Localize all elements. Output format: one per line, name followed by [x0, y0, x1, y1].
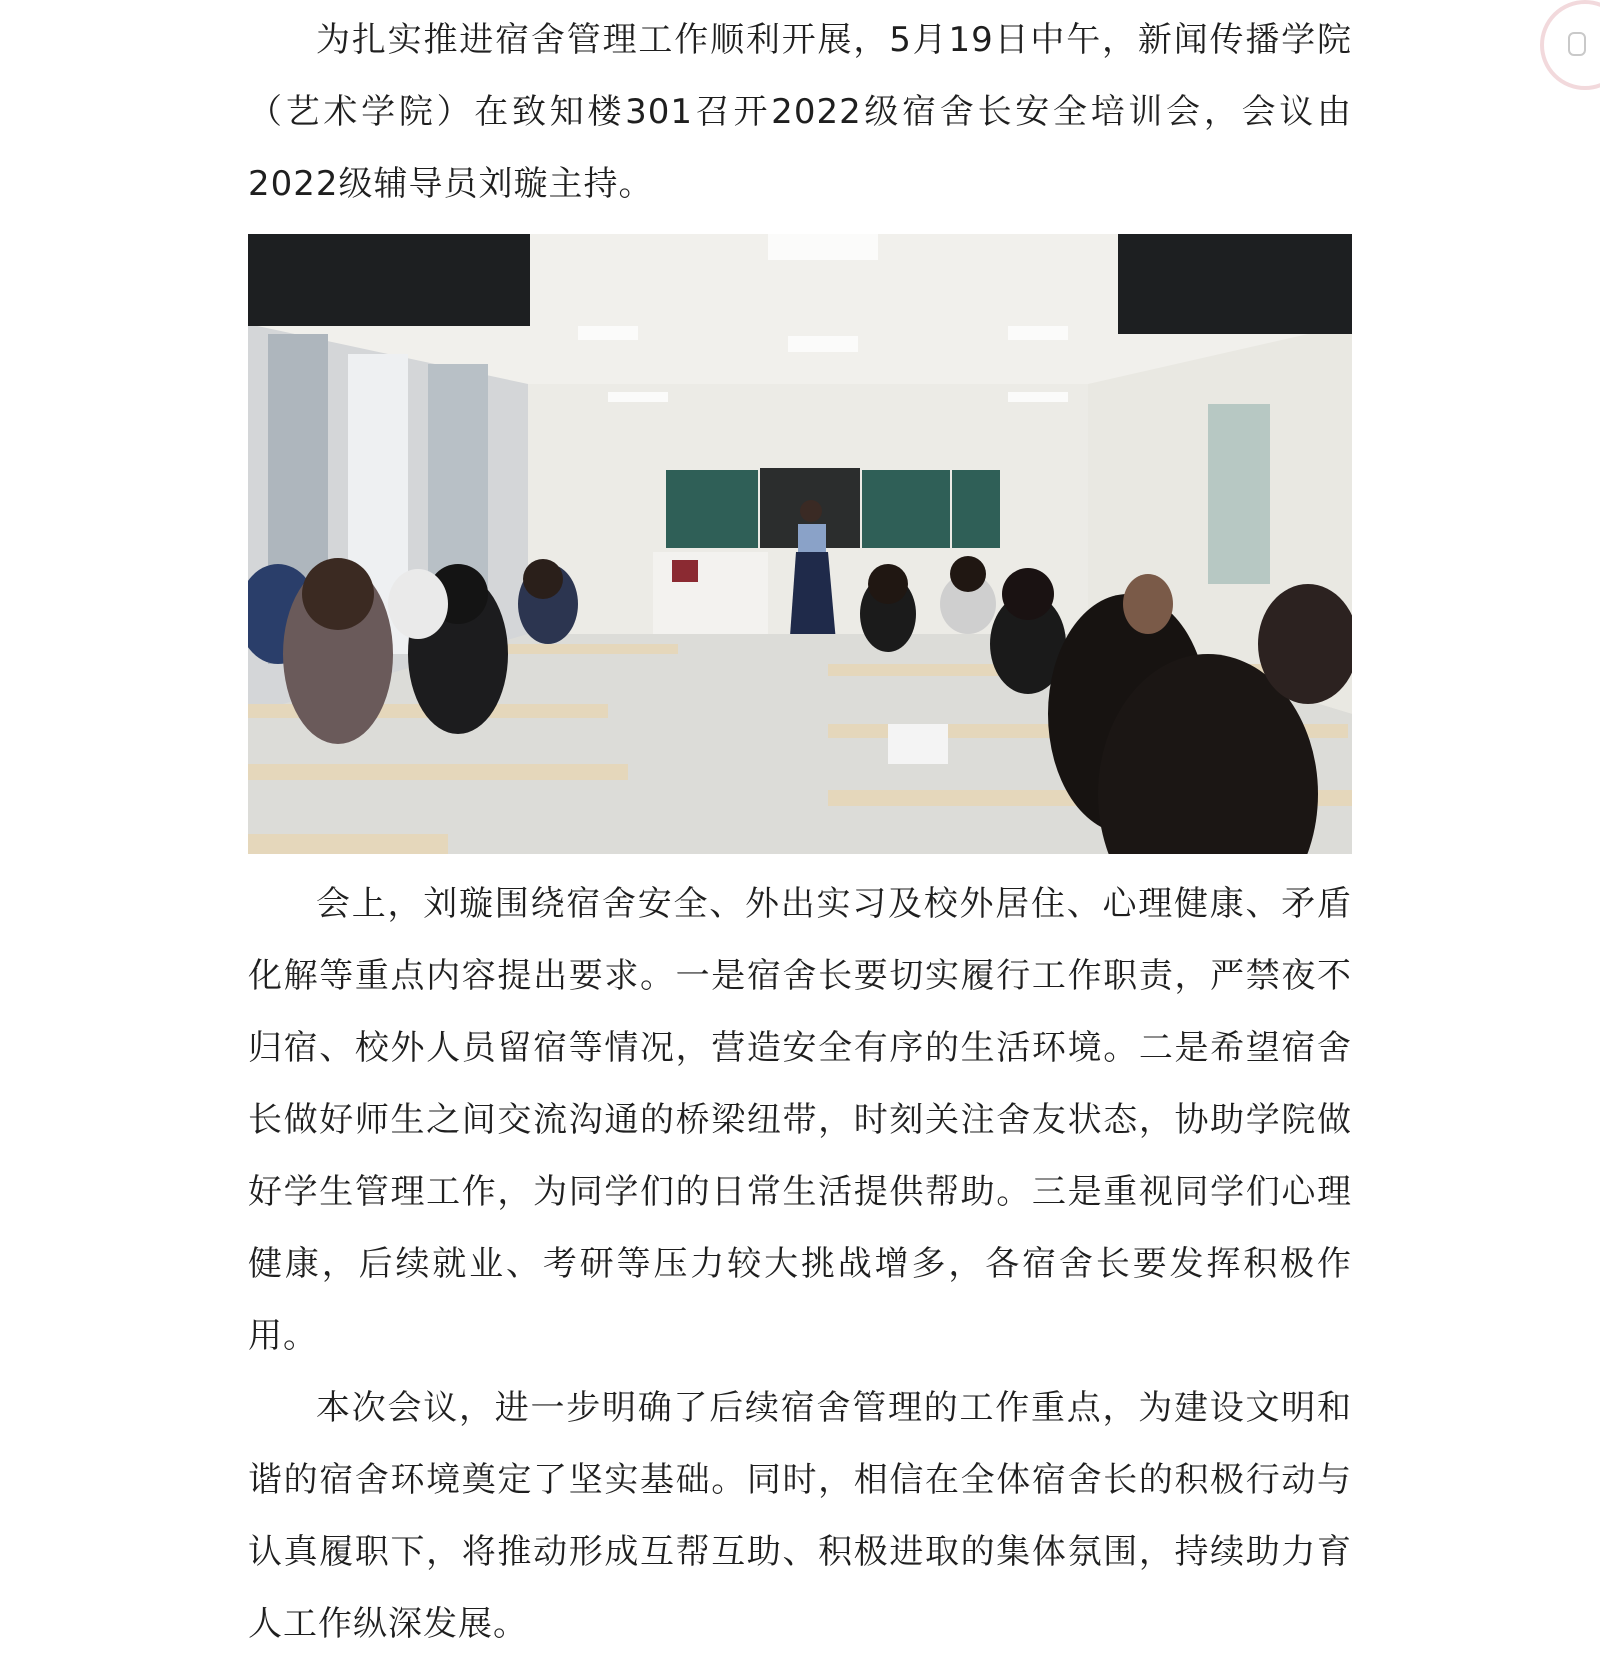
meeting-photo [248, 234, 1352, 854]
article-body [248, 0, 1352, 1660]
paragraph-summary: 本次会议，进一步明确了后续宿舍管理的工作重点，为建设文明和谐的宿舍环境奠定了坚实基础。同时，相信在全体宿舍长的积极行动与认真履职下，将推动形成互帮互助、积极进取的集体氛围，持续助力育人工作纵深发展。 [248, 1388, 1352, 1644]
floating-action-button[interactable] [1540, 0, 1600, 90]
paragraph-requirements: 会上，刘璇围绕宿舍安全、外出实习及校外居住、心理健康、矛盾化解等重点内容提出要求。一是宿舍长要切实履行工作职责，严禁夜不归宿、校外人员留宿等情况，营造安全有序的生活环境。二是希望宿舍长做好师生之间交流沟通的桥梁纽带，时刻关注舍友状态，协助学院做好学生管理工作，为同学们的日常生活提供帮助。三是重视同学们心理健康，后续就业、考研等压力较大挑战增多，各宿舍长要发挥积极作用。 [248, 884, 1352, 1356]
paragraph-intro: 为扎实推进宿舍管理工作顺利开展，5月19日中午，新闻传播学院（艺术学院）在致知楼301召开2022级宿舍长安全培训会，会议由2022级辅导员刘璇主持。 [248, 20, 1352, 204]
classroom-scene-illustration [248, 234, 1352, 854]
comment-icon [1568, 32, 1586, 56]
